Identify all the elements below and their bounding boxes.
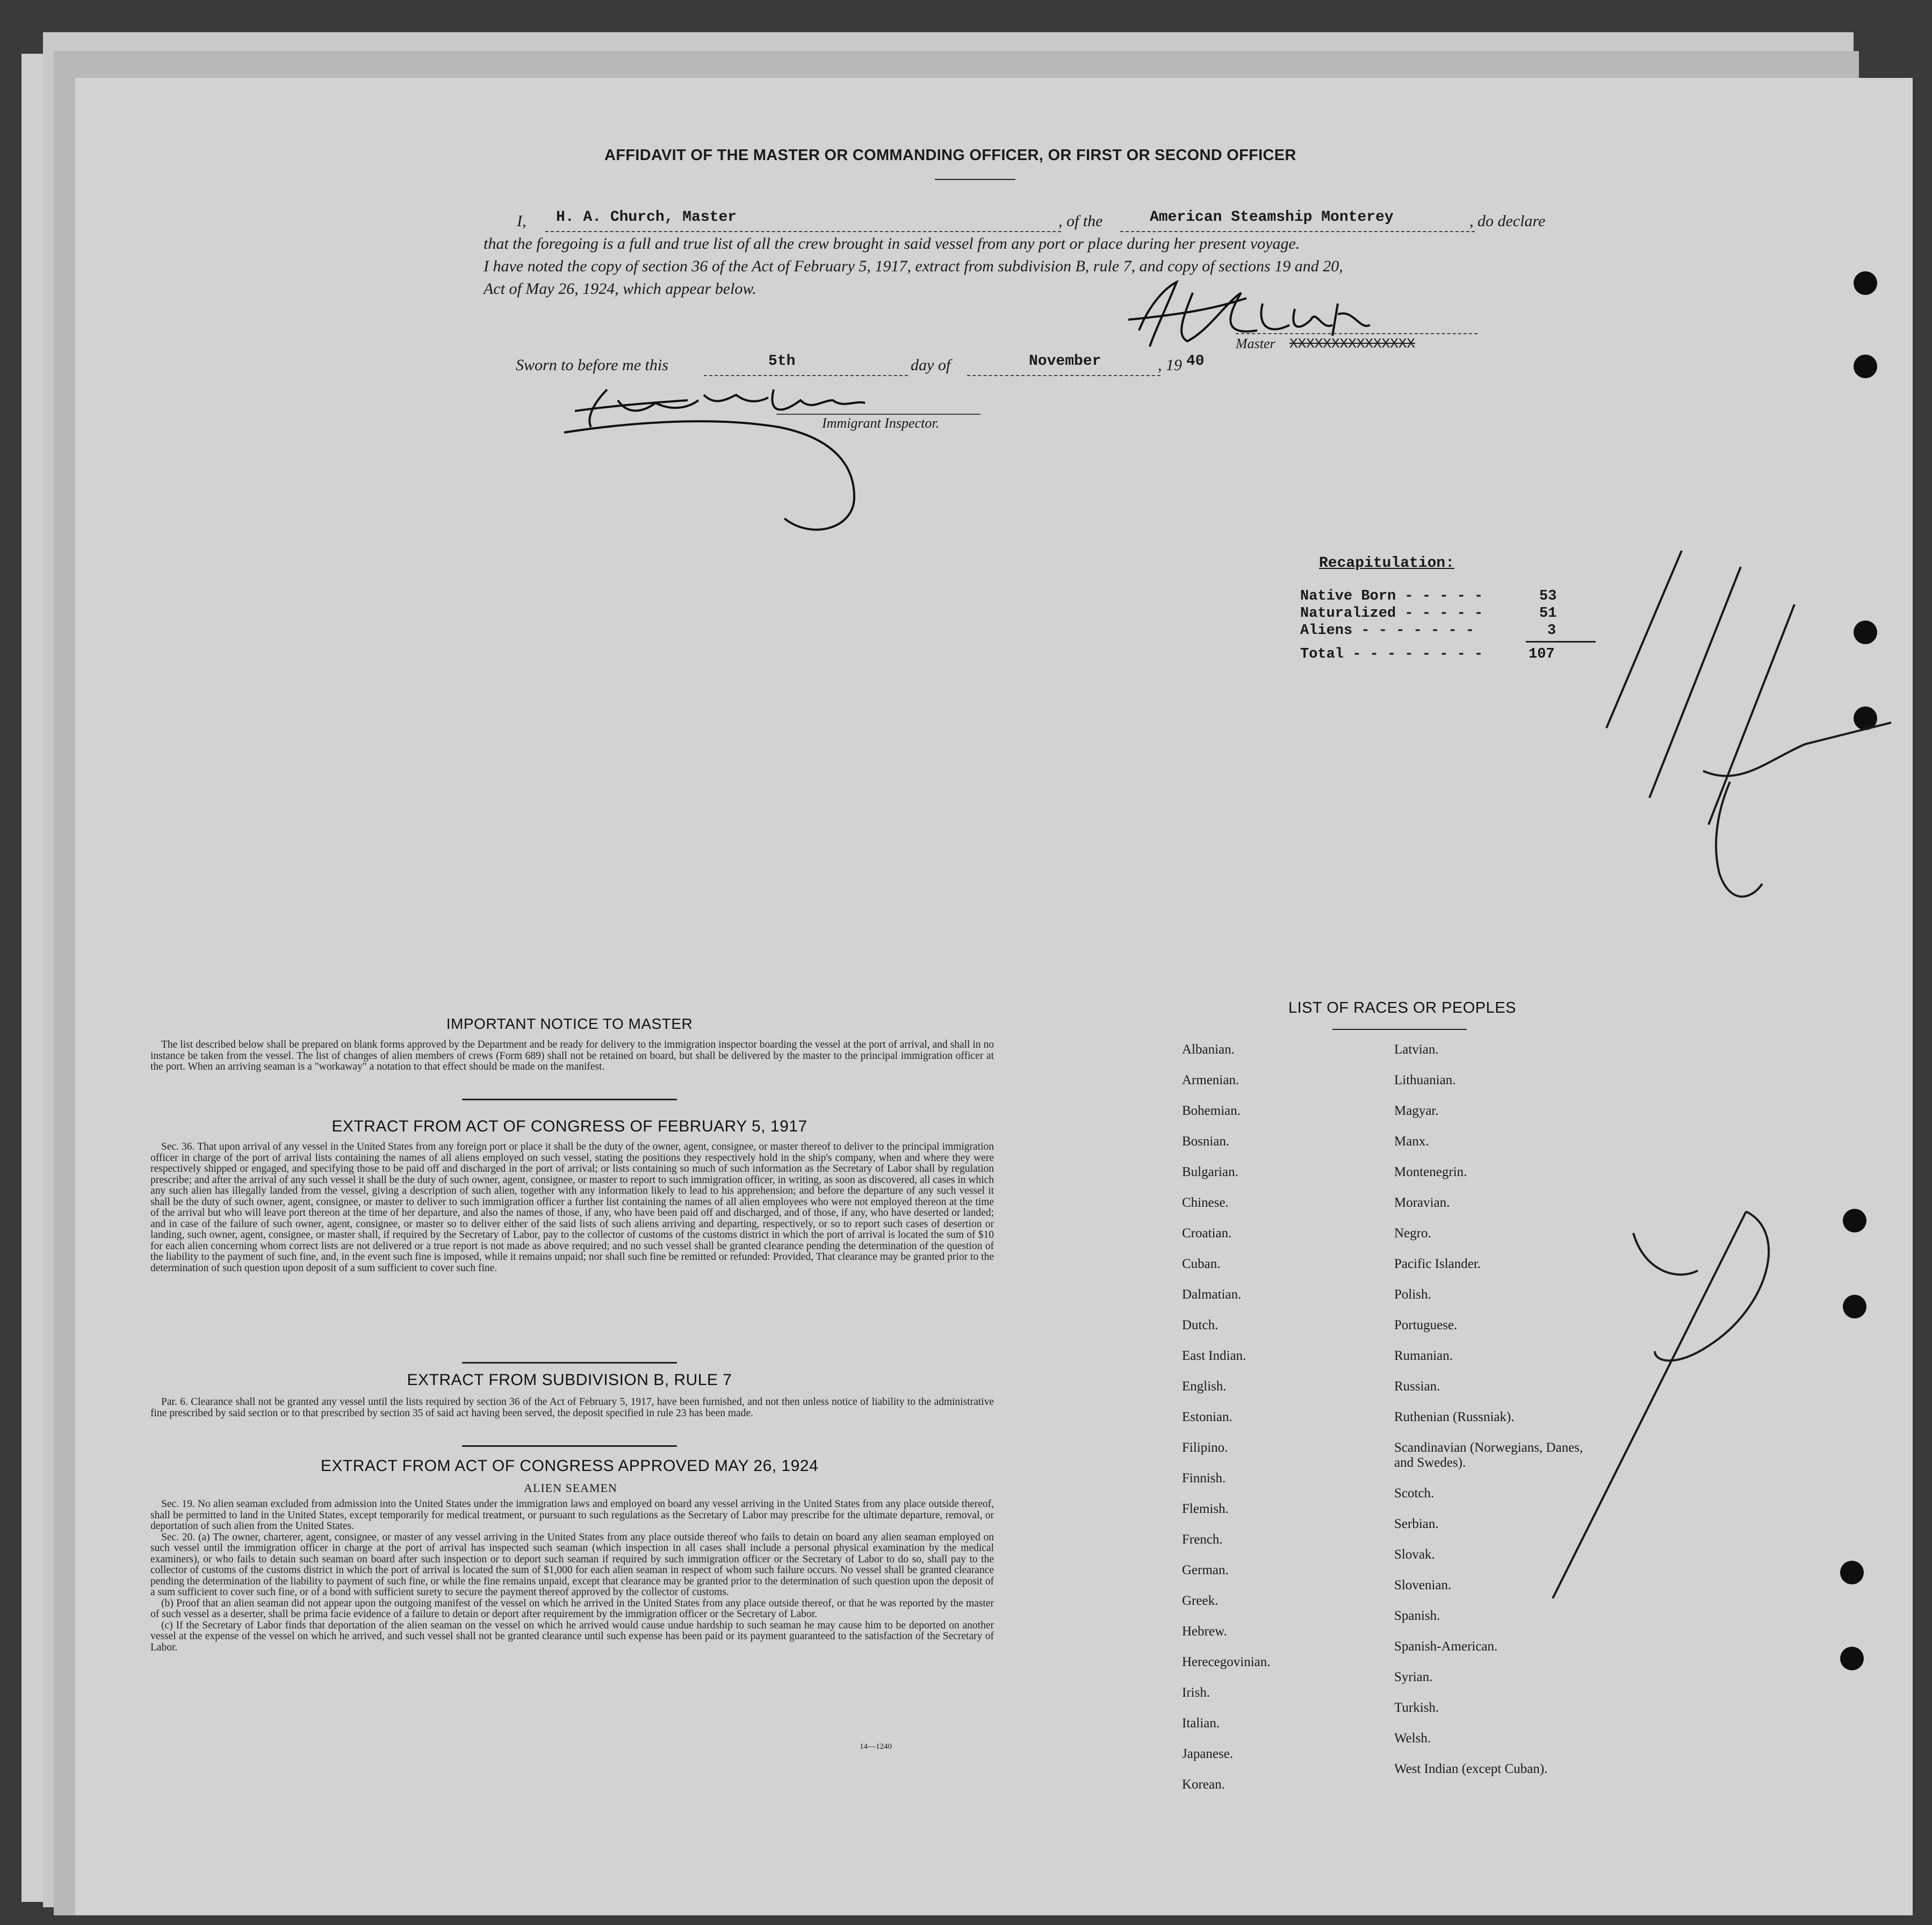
document-page <box>75 78 1913 1915</box>
recap-label: Total - - - - - - - - <box>1300 646 1483 662</box>
recap-value-total: 107 <box>1529 646 1555 662</box>
recap-value-aliens: 3 <box>1547 623 1556 639</box>
recap-row-aliens <box>1300 623 1474 639</box>
race-item: English. <box>1182 1379 1227 1394</box>
race-item: Pacific Islander. <box>1394 1257 1481 1271</box>
race-item: Irish. <box>1182 1685 1210 1700</box>
race-item: Filipino. <box>1182 1440 1228 1455</box>
races-title: LIST OF RACES OR PEOPLES <box>1288 999 1517 1016</box>
race-item: Greek. <box>1182 1594 1219 1608</box>
vessel-name: American Steamship Monterey <box>1150 209 1394 226</box>
recap-value-naturalized: 51 <box>1539 605 1557 622</box>
race-item: Ruthenian (Russniak). <box>1394 1410 1515 1424</box>
races-list-left <box>1182 1042 1381 1808</box>
rule7-text <box>150 1397 994 1419</box>
punch-hole <box>1840 1647 1864 1670</box>
punch-hole <box>1843 1295 1866 1318</box>
recap-value-native: 53 <box>1539 588 1557 604</box>
race-item: Manx. <box>1394 1134 1429 1149</box>
rule7-title: EXTRACT FROM SUBDIVISION B, RULE 7 <box>407 1371 732 1389</box>
of-the-label: , of the <box>1058 212 1103 230</box>
race-item: Spanish-American. <box>1394 1639 1498 1654</box>
race-item: Dalmatian. <box>1182 1287 1242 1302</box>
race-item: Flemish. <box>1182 1502 1229 1516</box>
section-divider <box>462 1445 677 1447</box>
notice-text <box>150 1040 994 1073</box>
recap-label: Native Born - - - - - <box>1300 588 1483 604</box>
race-item: Magyar. <box>1394 1104 1439 1118</box>
inspector-line <box>776 414 981 415</box>
race-item: Chinese. <box>1182 1195 1229 1210</box>
recap-row-total <box>1300 646 1483 662</box>
affidavit-line-3: I have noted the copy of section 36 of the Act of February 5, 1917, extract from subdivision B, rule 7, and copy of sections 19 and 20, <box>484 257 1343 275</box>
race-item: Cuban. <box>1182 1257 1221 1271</box>
extract-1924-title: EXTRACT FROM ACT OF CONGRESS APPROVED MAY 26, 1924 <box>320 1457 819 1475</box>
title-rule <box>935 179 1015 180</box>
recap-title: Recapitulation: <box>1319 555 1455 572</box>
inspector-label: Immigrant Inspector. <box>822 415 940 431</box>
punch-hole <box>1843 1209 1866 1232</box>
race-item: Welsh. <box>1394 1731 1431 1746</box>
race-item: Finnish. <box>1182 1471 1226 1486</box>
race-item: Italian. <box>1182 1716 1220 1731</box>
day-of-label: day of <box>911 356 951 374</box>
sworn-month-line <box>967 375 1160 376</box>
struck-title: XXXXXXXXXXXXXXX <box>1289 336 1416 352</box>
race-item: Rumanian. <box>1394 1349 1453 1363</box>
master-signature-line <box>1236 333 1477 334</box>
race-item: Albanian. <box>1182 1042 1235 1057</box>
race-item: Serbian. <box>1394 1517 1439 1531</box>
race-item: Korean. <box>1182 1777 1225 1792</box>
affidavit-line-4: Act of May 26, 1924, which appear below. <box>484 280 756 298</box>
recap-label: Aliens - - - - - - - <box>1300 623 1475 639</box>
race-item: Bosnian. <box>1182 1134 1230 1149</box>
master-label: Master <box>1236 336 1275 351</box>
extract-1917-text <box>150 1142 994 1274</box>
race-item: Scandinavian (Norwegians, Danes, and Swedes). <box>1394 1440 1583 1470</box>
race-item: Bohemian. <box>1182 1104 1241 1118</box>
par6-paragraph: Par. 6. Clearance shall not be granted any vessel until the lists required by section 36 of the Act of February 5, 1917, have been furnished, and not then unless notice of liability to the administrative fine prescribed by said section or to that prescribed by section 35 of said act having been served, the deposit specified in rule 23 has been made. <box>150 1396 994 1419</box>
race-item: Japanese. <box>1182 1747 1234 1761</box>
recap-row-naturalized <box>1300 605 1483 622</box>
recap-row-native <box>1300 588 1483 604</box>
do-declare-label: , do declare <box>1469 212 1546 230</box>
race-item: Spanish. <box>1394 1609 1440 1623</box>
sec36-paragraph: Sec. 36. That upon arrival of any vessel in the United States from any foreign port or place it shall be the duty of the owner, agent, consignee, or master thereof to deliver to the principal immigration officer in charge of the port of arrival lists containing the names of all aliens employed on such vessel, stating the positions they respectively hold in the ship's company, when and where they were respectively shipped or engaged, and specifying those to be paid off and discharged in the port of arrival; or lists containing so much of such information as the Secretary of Labor shall by regulation prescribe; and after the arrival of any such vessel it shall be the duty of such owner, agent, consignee, or master to report to such immigration officer, in writing, as soon as discovered, all cases in which any such alien has illegally landed from the vessel, giving a description of such alien, together with any information likely to lead to his apprehension; and before the departure of any such vessel it shall be the duty of such owner, agent, consignee, or master to deliver to such immigration officer a further list containing the names of all alien employees who were not employed thereon at the time of the arrival but who will leave port thereon at the time of her departure, and also the names of those, if any, who have been paid off and discharged, and of those, if any, who have deserted or landed; and in case of the failure of such owner, agent, consignee, or master so to deliver either of the said lists of such aliens arriving and departing, respectively, or so to report such cases of desertion or landing, such owner, agent, consignee, or master shall, if required by the Secretary of Labor, pay to the collector of customs of the customs district in which the port of arrival is located the sum of $10 for each alien concerning whom correct lists are not delivered or a true report is not made as above required; and no such vessel shall be granted clearance pending the determination of the question of the liability to the payment of such fine, and, in the event such fine is imposed, while it remains unpaid; nor shall such fine be remitted or refunded: Provided, That clearance may be granted prior to the determination of such question upon deposit of a sum sufficient to cover such fine. <box>150 1141 994 1274</box>
race-item: East Indian. <box>1182 1349 1246 1363</box>
race-item: Hebrew. <box>1182 1624 1227 1639</box>
race-item: Montenegrin. <box>1394 1165 1467 1179</box>
notice-paragraph: The list described below shall be prepared on blank forms approved by the Department and be ready for delivery to the immigration inspector boarding the vessel at the port of arrival, and shall in no instance be taken from the vessel. The list of changes of alien members of crews (Form 689) shall not be retained on board, but shall be delivered by the master to the principal immigration officer at the port. When an arriving seaman is a "workaway" a notation to that effect should be made on the manifest. <box>150 1039 994 1072</box>
race-item: West Indian (except Cuban). <box>1394 1762 1548 1776</box>
punch-hole <box>1854 271 1877 295</box>
sworn-day: 5th <box>768 353 796 370</box>
master-name-line <box>545 231 1061 232</box>
notice-title: IMPORTANT NOTICE TO MASTER <box>446 1015 693 1032</box>
tally-marks <box>1590 518 1913 1002</box>
sworn-label: Sworn to before me this <box>516 356 668 374</box>
affidavit-title: AFFIDAVIT OF THE MASTER OR COMMANDING OFFICER, OR FIRST OR SECOND OFFICER <box>604 147 1296 164</box>
alien-seamen-subtitle: ALIEN SEAMEN <box>524 1481 617 1495</box>
race-item: Herecegovinian. <box>1182 1655 1271 1669</box>
year-prefix: , 19 <box>1158 356 1182 374</box>
race-item: Syrian. <box>1394 1670 1433 1684</box>
race-item: Lithuanian. <box>1394 1073 1456 1087</box>
sec20b-paragraph: (b) Proof that an alien seaman did not appear upon the outgoing manifest of the vessel on which he arrived in the United States from any place outside thereof, or that he was reported by the master of such vessel as a deserter, shall be prima facie evidence of a failure to detain or deport after requirement by the immigration officer or the Secretary of Labor. <box>150 1597 994 1620</box>
i-label: I, <box>517 212 527 230</box>
sworn-year: 40 <box>1186 353 1205 370</box>
recap-label: Naturalized - - - - - <box>1300 605 1483 622</box>
race-item: Scotch. <box>1394 1486 1434 1501</box>
race-item: Latvian. <box>1394 1042 1439 1057</box>
punch-hole <box>1854 355 1877 378</box>
race-item: German. <box>1182 1563 1229 1577</box>
affidavit-line-2: that the foregoing is a full and true list of all the crew brought in said vessel from any port or place during her present voyage. <box>484 235 1300 253</box>
sworn-day-line <box>704 375 908 376</box>
section-divider <box>462 1362 677 1364</box>
race-item: Bulgarian. <box>1182 1165 1238 1179</box>
race-item: Croatian. <box>1182 1226 1232 1241</box>
sec19-paragraph: Sec. 19. No alien seaman excluded from admission into the United States under the immigration laws and employed on board any vessel arriving in the United States from any place outside thereof, shall be permitted to land in the United States, except temporarily for medical treatment, or pursuant to such regulations as the Secretary of Labor may prescribe for the ultimate departure, removal, or deportation of such alien from the United States. <box>150 1498 994 1532</box>
sec20c-paragraph: (c) If the Secretary of Labor finds that deportation of the alien seaman on the vessel on which he arrived would cause undue hardship to such seaman he may cause him to be deported on another vessel at the expense of the vessel on which he arrived, and such vessel shall not be granted clearance until such expense has been paid or its payment guaranteed to the satisfaction of the Secretary of Labor. <box>150 1619 994 1653</box>
sec20a-paragraph: Sec. 20. (a) The owner, charterer, agent, consignee, or master of any vessel arriving in the United States from any place outside thereof who fails to detain on board any alien seaman employed on such vessel until the immigration officer in charge at the port of arrival has inspected such seaman (which inspection in all cases shall include a personal physical examination by the medical examiners), or who fails to detain such seaman on board after such inspection or to deport such seaman if required by such immigration officer or the Secretary of Labor to do so, shall pay to the collector of customs of the customs district in which the port of arrival is located the sum of $1,000 for each alien seaman in respect of whom such failure occurs. No vessel shall be granted clearance pending the determination of the liability to payment of such fine, or while the fine remains unpaid, except that clearance may be granted prior to the determination of such question upon the deposit of a sum sufficient to cover such fine, or of a bond with sufficient surety to secure the payment thereof approved by the collector of customs. <box>150 1531 994 1598</box>
recap-sum-rule <box>1526 641 1596 643</box>
race-item: Portuguese. <box>1394 1318 1458 1332</box>
race-item: French. <box>1182 1532 1223 1547</box>
punch-hole <box>1840 1561 1864 1584</box>
race-item: Estonian. <box>1182 1410 1232 1424</box>
race-item: Negro. <box>1394 1226 1431 1241</box>
extract-1917-title: EXTRACT FROM ACT OF CONGRESS OF FEBRUARY 5, 1917 <box>331 1117 808 1135</box>
race-item: Russian. <box>1394 1379 1440 1394</box>
extract-1924-text <box>150 1499 994 1653</box>
race-item: Slovak. <box>1394 1547 1435 1562</box>
inspector-signature <box>553 379 972 583</box>
races-title-rule <box>1332 1029 1467 1030</box>
race-item: Polish. <box>1394 1287 1431 1302</box>
sworn-month: November <box>1029 353 1101 370</box>
vessel-line <box>1120 231 1475 232</box>
race-item: Armenian. <box>1182 1073 1239 1087</box>
race-item: Dutch. <box>1182 1318 1219 1332</box>
race-item: Moravian. <box>1394 1195 1450 1210</box>
races-list-right <box>1394 1042 1625 1792</box>
section-divider <box>462 1099 677 1100</box>
race-item: Turkish. <box>1394 1700 1439 1715</box>
form-number: 14—1240 <box>860 1742 892 1751</box>
race-item: Slovenian. <box>1394 1578 1452 1592</box>
master-name: H. A. Church, Master <box>556 209 737 226</box>
